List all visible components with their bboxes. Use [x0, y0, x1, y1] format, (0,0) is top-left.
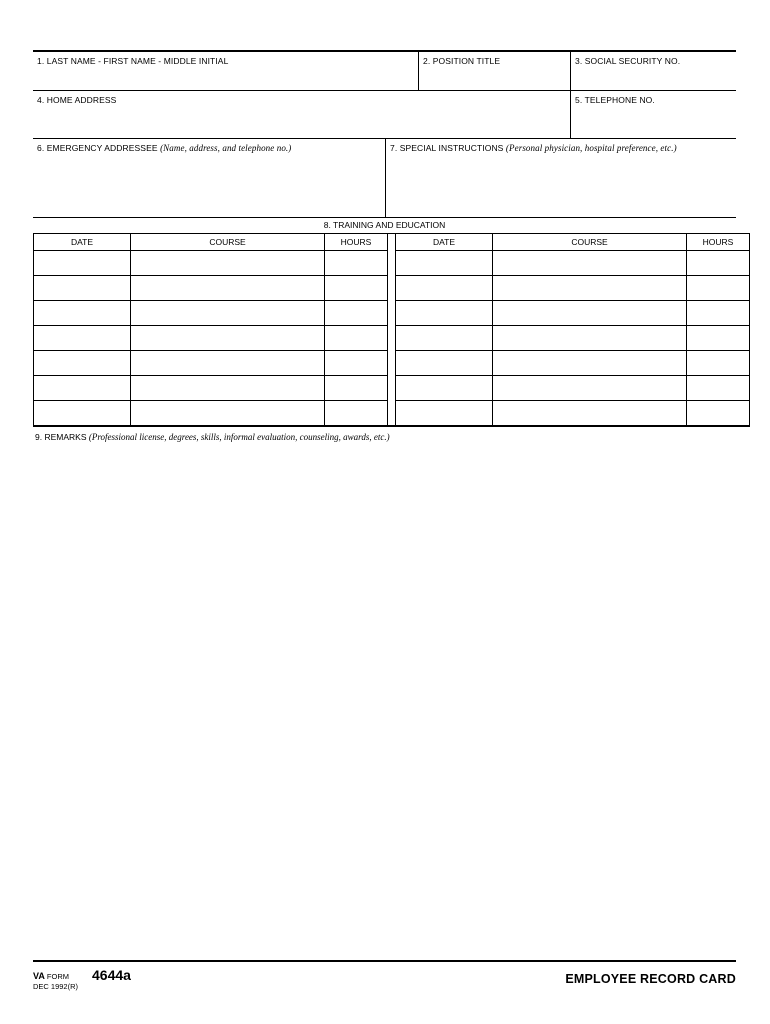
form-title: EMPLOYEE RECORD CARD	[565, 972, 736, 986]
cell-course-left[interactable]	[131, 301, 325, 326]
cell-date-right[interactable]	[396, 326, 493, 351]
form-body	[33, 50, 736, 442]
field-last-first-middle[interactable]	[33, 52, 418, 90]
cell-hours-right[interactable]	[687, 326, 750, 351]
agency-abbrev: VA	[33, 971, 45, 981]
cell-date-left[interactable]	[34, 276, 131, 301]
cell-date-left[interactable]	[34, 301, 131, 326]
cell-date-right[interactable]	[396, 401, 493, 427]
table-row	[34, 326, 750, 351]
footer-left-group	[33, 966, 131, 992]
cell-hours-left[interactable]	[325, 251, 388, 276]
cell-course-left[interactable]	[131, 351, 325, 376]
cell-course-right[interactable]	[493, 351, 687, 376]
cell-hours-right[interactable]	[687, 376, 750, 401]
cell-date-left[interactable]	[34, 326, 131, 351]
column-gap	[388, 376, 396, 401]
cell-hours-left[interactable]	[325, 351, 388, 376]
field-6-label-text: 6. EMERGENCY ADDRESSEE	[37, 143, 158, 153]
cell-hours-right[interactable]	[687, 351, 750, 376]
field-9-hint: (Professional license, degrees, skills, informal evaluation, counseling, awards, etc.)	[88, 432, 390, 442]
field-special-instructions[interactable]	[385, 139, 736, 217]
header-hours-right: HOURS	[687, 234, 750, 251]
form-revision-date: DEC 1992(R)	[33, 982, 79, 991]
field-7-label	[386, 139, 736, 153]
header-date-right: DATE	[396, 234, 493, 251]
field-6-hint: (Name, address, and telephone no.)	[160, 143, 292, 153]
training-education-table	[33, 233, 750, 427]
cell-hours-right[interactable]	[687, 401, 750, 427]
cell-date-left[interactable]	[34, 351, 131, 376]
field-6-label	[33, 139, 385, 153]
table-body	[34, 251, 750, 427]
cell-date-right[interactable]	[396, 351, 493, 376]
cell-hours-right[interactable]	[687, 251, 750, 276]
cell-course-left[interactable]	[131, 401, 325, 427]
table-row	[34, 401, 750, 427]
field-3-label: 3. SOCIAL SECURITY NO.	[575, 56, 681, 66]
cell-date-right[interactable]	[396, 251, 493, 276]
column-gap	[388, 351, 396, 376]
cell-date-left[interactable]	[34, 251, 131, 276]
header-course-right: COURSE	[493, 234, 687, 251]
table-header-row	[34, 234, 750, 251]
field-social-security-no[interactable]	[570, 52, 736, 90]
cell-course-right[interactable]	[493, 276, 687, 301]
cell-date-left[interactable]	[34, 401, 131, 427]
column-gap	[388, 326, 396, 351]
cell-hours-left[interactable]	[325, 376, 388, 401]
field-position-title[interactable]	[418, 52, 570, 90]
cell-course-left[interactable]	[131, 376, 325, 401]
form-footer	[33, 960, 736, 992]
column-gap	[388, 401, 396, 427]
column-gap	[388, 301, 396, 326]
field-telephone-no[interactable]	[570, 91, 736, 138]
cell-date-right[interactable]	[396, 376, 493, 401]
field-4-label: 4. HOME ADDRESS	[37, 95, 117, 105]
column-gap	[388, 276, 396, 301]
table-row	[34, 276, 750, 301]
field-1-label: 1. LAST NAME - FIRST NAME - MIDDLE INITIAL	[37, 56, 229, 66]
field-remarks[interactable]	[33, 432, 736, 442]
cell-course-right[interactable]	[493, 301, 687, 326]
header-date-left: DATE	[34, 234, 131, 251]
cell-date-right[interactable]	[396, 301, 493, 326]
cell-course-right[interactable]	[493, 401, 687, 427]
emergency-instructions-row	[33, 138, 736, 217]
table-row	[34, 351, 750, 376]
field-7-hint: (Personal physician, hospital preference, etc.)	[505, 143, 677, 153]
field-2-label: 2. POSITION TITLE	[423, 56, 501, 66]
cell-date-right[interactable]	[396, 276, 493, 301]
cell-course-left[interactable]	[131, 276, 325, 301]
field-9-label: 9. REMARKS	[35, 432, 87, 442]
field-home-address[interactable]	[33, 91, 570, 138]
table-row	[34, 301, 750, 326]
form-number: 4644a	[92, 967, 131, 983]
cell-hours-left[interactable]	[325, 326, 388, 351]
form-designation	[33, 971, 78, 992]
column-gap	[388, 234, 396, 251]
header-course-left: COURSE	[131, 234, 325, 251]
address-row	[33, 90, 736, 138]
cell-course-right[interactable]	[493, 376, 687, 401]
field-emergency-addressee[interactable]	[33, 139, 385, 217]
cell-course-left[interactable]	[131, 251, 325, 276]
cell-hours-right[interactable]	[687, 301, 750, 326]
cell-course-right[interactable]	[493, 326, 687, 351]
cell-course-right[interactable]	[493, 251, 687, 276]
cell-course-left[interactable]	[131, 326, 325, 351]
cell-hours-left[interactable]	[325, 276, 388, 301]
table-row	[34, 376, 750, 401]
form-word: FORM	[44, 972, 70, 981]
table-row	[34, 251, 750, 276]
identity-row	[33, 50, 736, 90]
header-hours-left: HOURS	[325, 234, 388, 251]
training-education-heading: 8. TRAINING AND EDUCATION	[33, 217, 736, 233]
cell-date-left[interactable]	[34, 376, 131, 401]
field-7-label-text: 7. SPECIAL INSTRUCTIONS	[390, 143, 504, 153]
field-5-label: 5. TELEPHONE NO.	[575, 95, 655, 105]
cell-hours-left[interactable]	[325, 401, 388, 427]
column-gap	[388, 251, 396, 276]
cell-hours-left[interactable]	[325, 301, 388, 326]
cell-hours-right[interactable]	[687, 276, 750, 301]
